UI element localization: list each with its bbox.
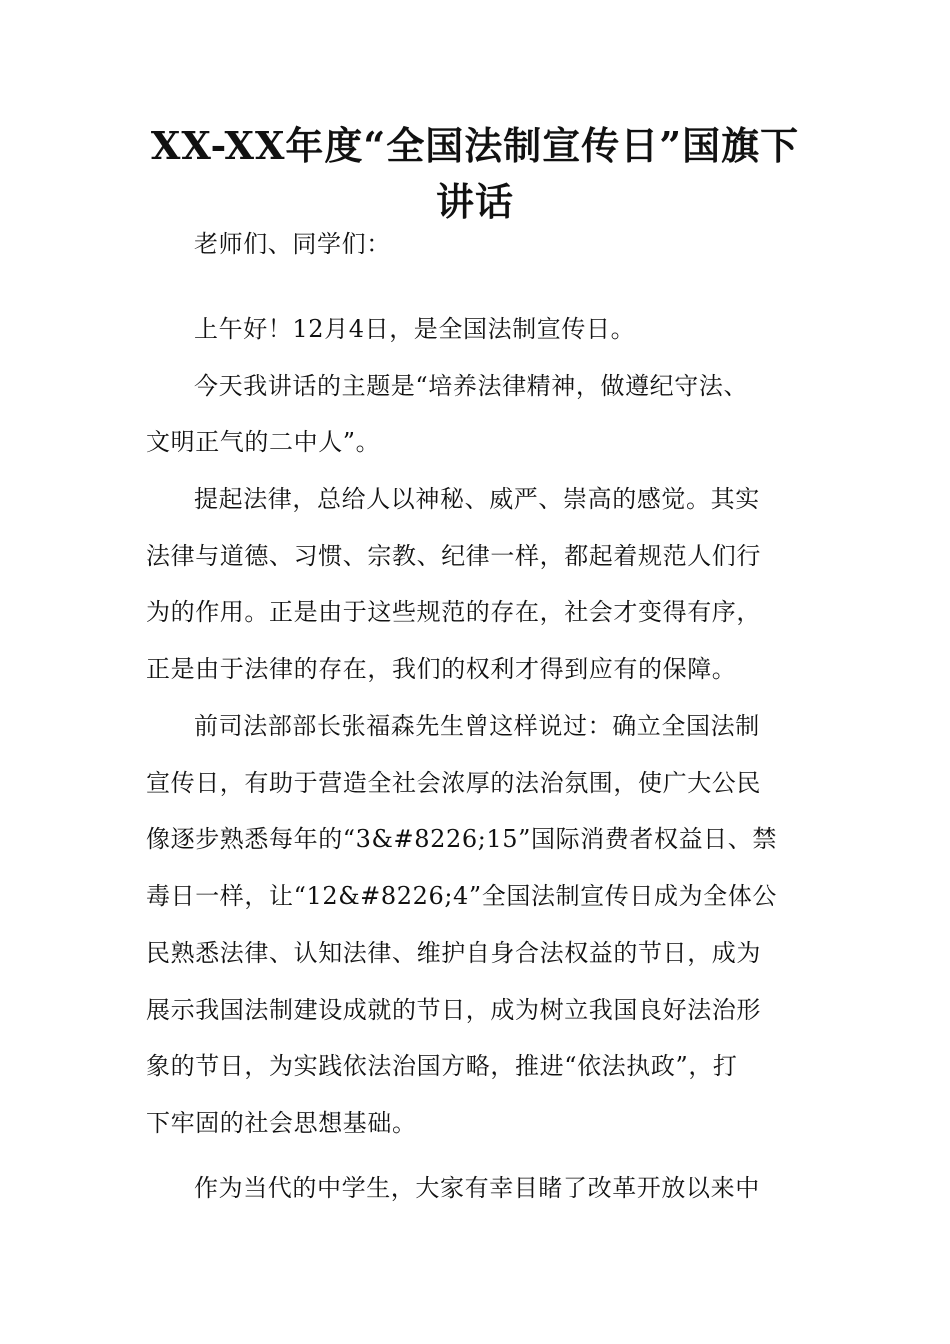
document-title-line-1: XX-XX年度“全国法制宣传日”国旗下 [150,123,800,168]
paragraph-line: 文明正气的二中人”。 [146,428,381,456]
paragraph-line: 民熟悉法律、认知法律、维护自身合法权益的节日，成为 [146,939,761,967]
paragraph-line: 为的作用。正是由于这些规范的存在，社会才变得有序， [146,598,761,626]
paragraph-line: 像逐步熟悉每年的“3&#8226;15”国际消费者权益日、禁 [146,825,777,853]
paragraph-line: 提起法律，总给人以神秘、威严、崇高的感觉。其实 [194,485,760,513]
paragraph-line: 下牢固的社会思想基础。 [146,1109,417,1137]
paragraph-line: 今天我讲话的主题是“培养法律精神，做遵纪守法、 [194,372,749,400]
paragraph-line: 正是由于法律的存在，我们的权利才得到应有的保障。 [146,655,737,683]
paragraph-line: 宣传日，有助于营造全社会浓厚的法治氛围，使广大公民 [146,769,761,797]
paragraph-line: 前司法部部长张福森先生曾这样说过：确立全国法制 [194,712,760,740]
greeting-line: 上午好！12月4日，是全国法制宣传日。 [194,315,636,343]
document-title-line-2: 讲话 [435,179,514,224]
paragraph-line: 毒日一样，让“12&#8226;4”全国法制宣传日成为全体公 [146,882,777,910]
paragraph-line: 展示我国法制建设成就的节日，成为树立我国良好法治形 [146,996,761,1024]
salutation-line: 老师们、同学们： [194,230,391,258]
paragraph-line: 象的节日，为实践依法治国方略，推进“依法执政”，打 [146,1052,738,1080]
paragraph-line: 作为当代的中学生，大家有幸目睹了改革开放以来中 [194,1174,760,1202]
paragraph-line: 法律与道德、习惯、宗教、纪律一样，都起着规范人们行 [146,542,761,570]
